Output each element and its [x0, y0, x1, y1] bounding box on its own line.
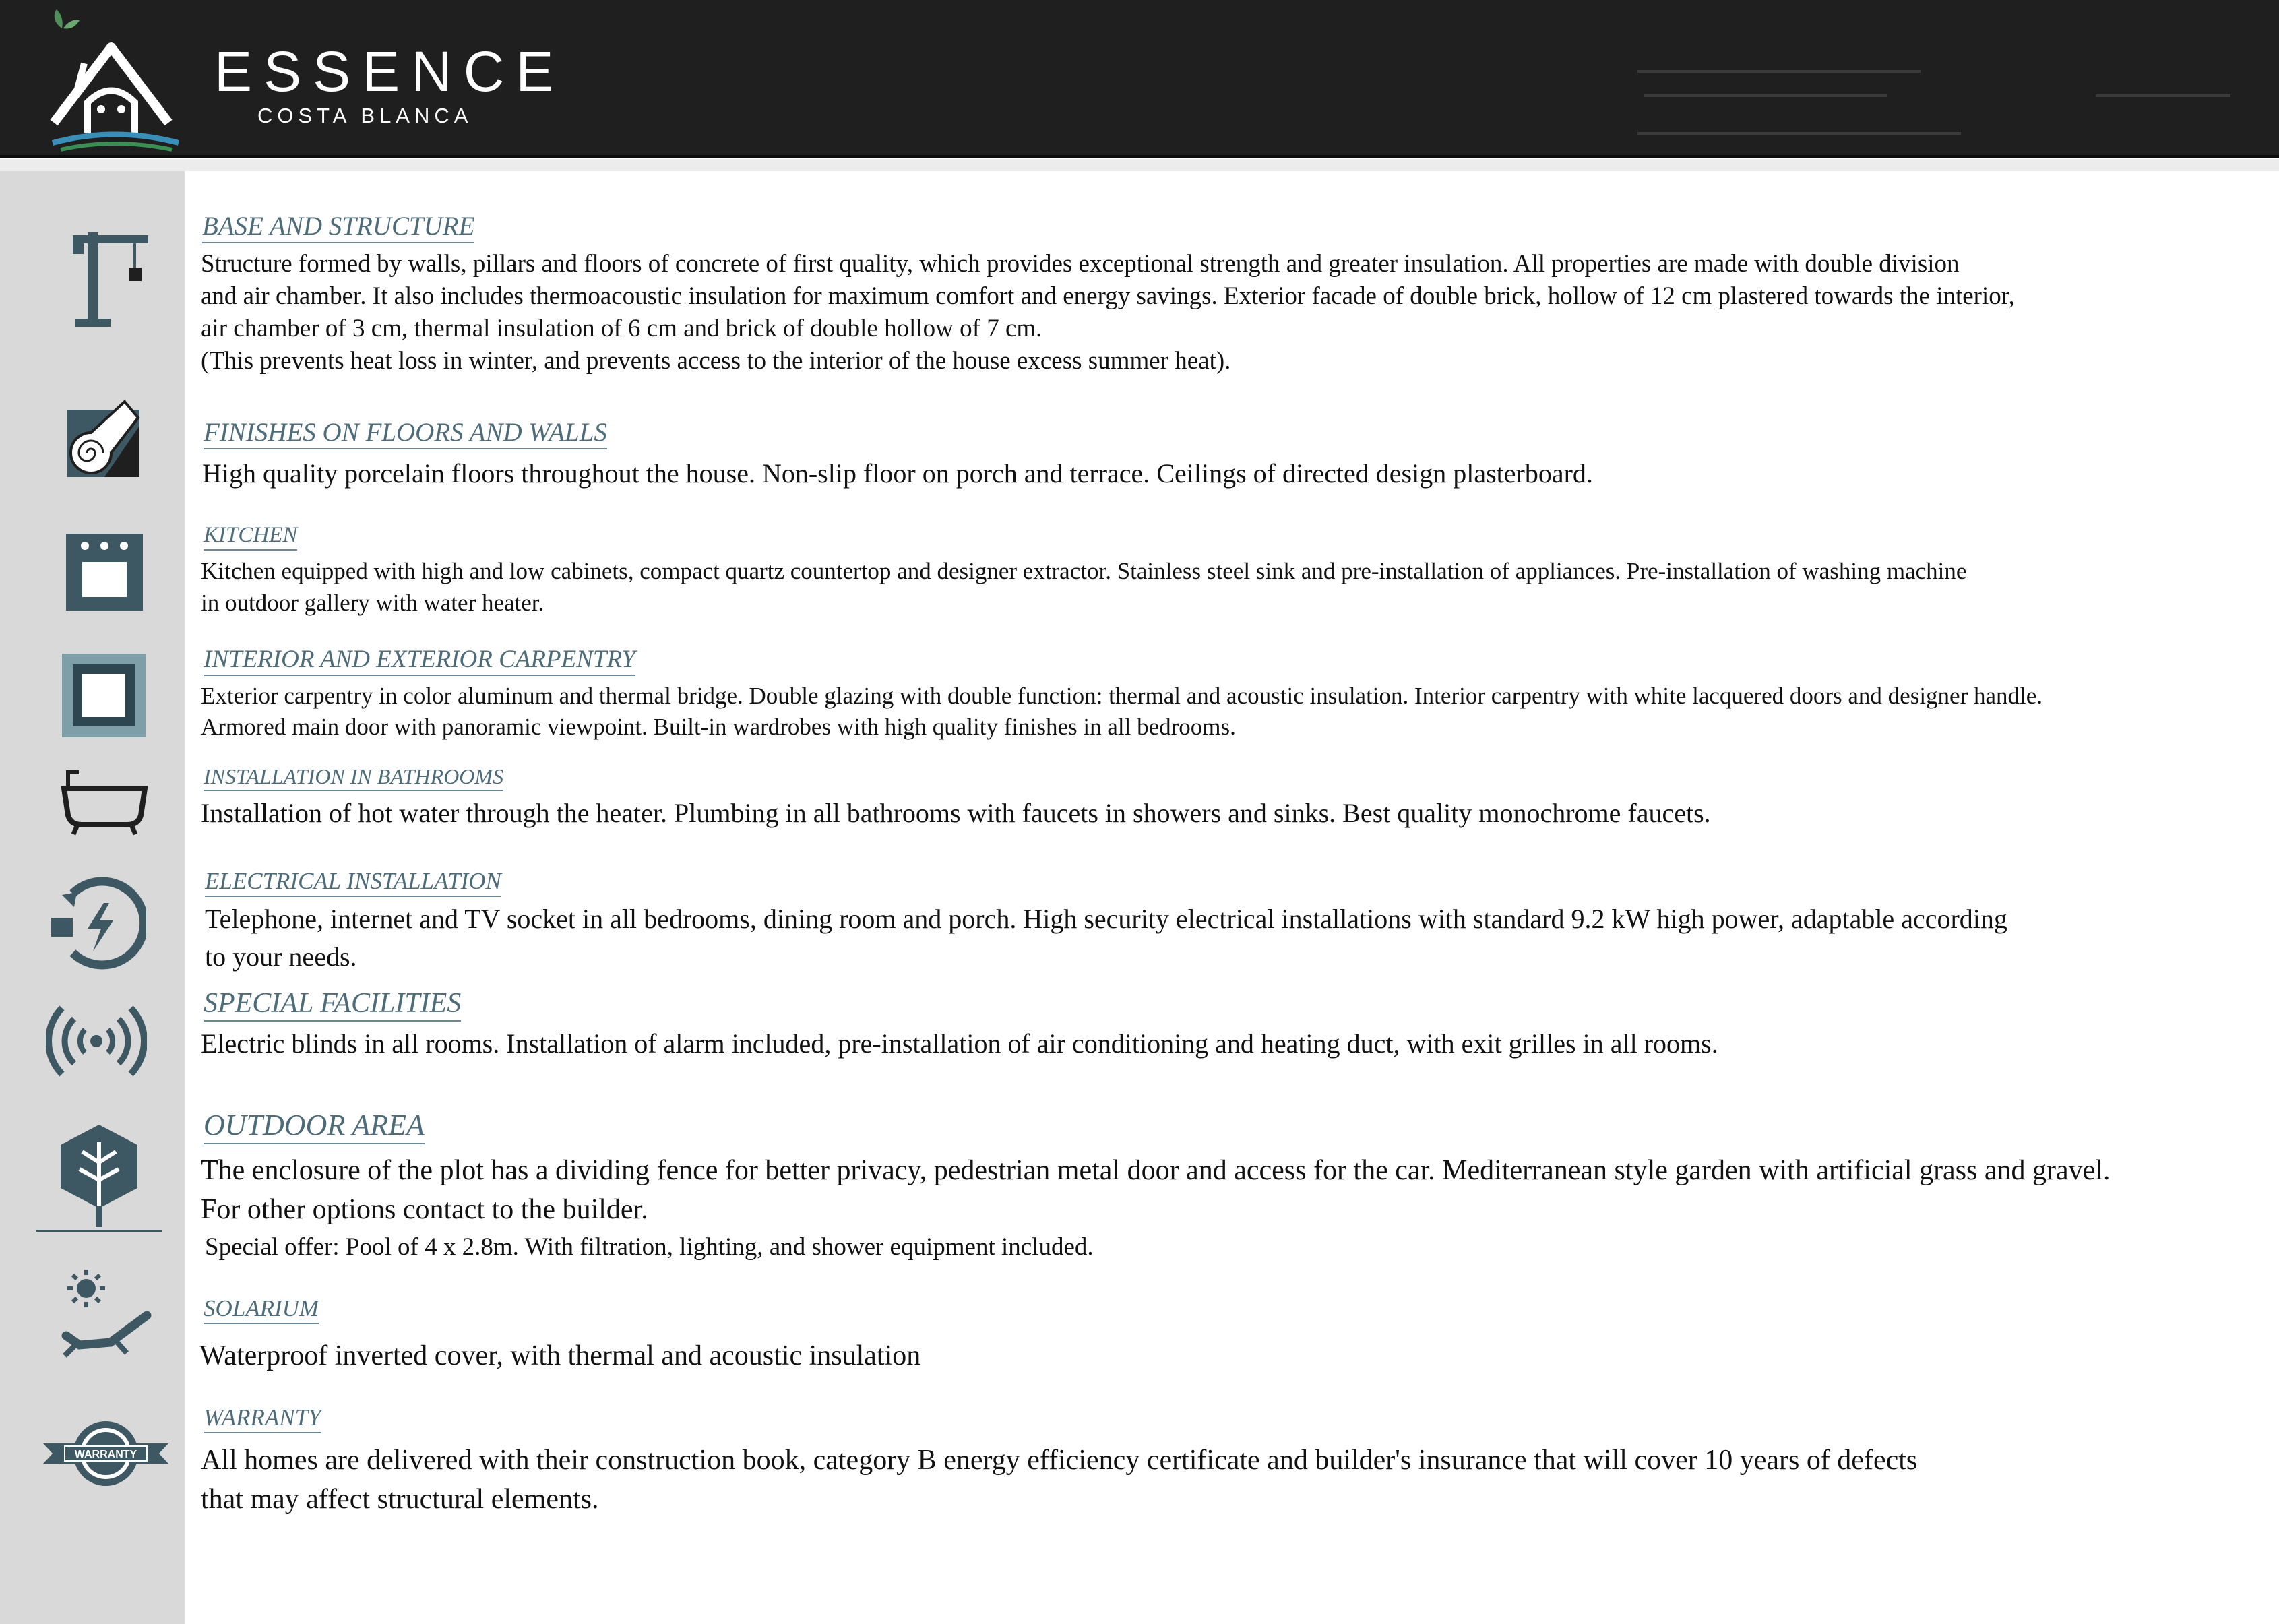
window-frame-icon: [61, 652, 147, 739]
section-line: Telephone, internet and TV socket in all bedrooms, dining room and porch. High security electrical installations with standard 9.2 kW high power, adaptable according: [205, 904, 2007, 934]
section-line: Electric blinds in all rooms. Installation of alarm included, pre-installation of air conditioning and heating duct, with exit grilles in all rooms.: [201, 1028, 1718, 1059]
wireless-signal-icon: [46, 1004, 147, 1078]
floor-roll-icon: [64, 399, 145, 480]
crane-icon: [67, 226, 155, 330]
sun-lounger-icon: [59, 1268, 154, 1363]
section-title-carpentry: INTERIOR AND EXTERIOR CARPENTRY: [204, 647, 635, 676]
oven-icon: [65, 532, 144, 612]
section-line: air chamber of 3 cm, thermal insulation of 6 cm and brick of double hollow of 7 cm.: [201, 315, 1042, 342]
section-line: that may affect structural elements.: [201, 1484, 599, 1515]
header-divider: [2096, 94, 2230, 97]
section-line: Waterproof inverted cover, with thermal and acoustic insulation: [199, 1340, 921, 1371]
section-line: Installation of hot water through the heater. Plumbing in all bathrooms with faucets in showers and sinks. Best quality monochrome faucets.: [201, 798, 1711, 828]
section-title-kitchen: KITCHEN: [204, 524, 297, 551]
section-title-base-structure: BASE AND STRUCTURE: [202, 213, 474, 243]
warranty-badge-icon: [42, 1416, 170, 1491]
section-line: For other options contact to the builder.: [201, 1194, 648, 1225]
section-text-carpentry: [201, 681, 2042, 743]
section-title-special-facilities: SPECIAL FACILITIES: [204, 989, 461, 1022]
brand-name: ESSENCE: [214, 40, 565, 103]
bathtub-icon: [57, 768, 152, 836]
section-line: to your needs.: [205, 941, 357, 972]
section-text-warranty: [201, 1441, 1917, 1519]
section-line: Structure formed by walls, pillars and floors of concrete of first quality, which provides exceptional strength and greater insulation. All properties are made with double division: [201, 250, 1960, 278]
section-text-finishes: [202, 457, 1593, 491]
section-title-warranty: WARRANTY: [204, 1406, 321, 1433]
tree-icon: [35, 1122, 163, 1233]
section-title-finishes: FINISHES ON FLOORS AND WALLS: [204, 419, 607, 449]
section-title-bathrooms: INSTALLATION IN BATHROOMS: [204, 766, 503, 791]
section-text-outdoor-area: [201, 1151, 2110, 1229]
page-header: [0, 0, 2279, 158]
section-text-special-facilities: [201, 1027, 1718, 1061]
header-rule: [0, 159, 2279, 171]
section-line: in outdoor gallery with water heater.: [201, 590, 544, 616]
section-line: Exterior carpentry in color aluminum and thermal bridge. Double glazing with double function: thermal and acoustic insulation. Interior carpentry with white lacquered doors and designer handle.: [201, 683, 2043, 709]
section-line: and air chamber. It also includes thermoacoustic insulation for maximum comfort and energy savings. Exterior facade of double brick, hollow of 12 cm plastered towards the interior,: [201, 282, 2015, 310]
special-offer-text: [205, 1232, 1094, 1263]
header-divider: [1644, 94, 1887, 97]
section-line: (This prevents heat loss in winter, and prevents access to the interior of the house excess summer heat).: [201, 347, 1231, 375]
section-title-solarium: SOLARIUM: [204, 1297, 319, 1324]
section-line: The enclosure of the plot has a dividing fence for better privacy, pedestrian metal door and access for the car. Mediterranean style garden with artificial grass and gravel.: [201, 1155, 2111, 1186]
section-line: Kitchen equipped with high and low cabinets, compact quartz countertop and designer extractor. Stainless steel sink and pre-installation of appliances. Pre-installation of washing machine: [201, 558, 1967, 584]
section-text-base-structure: [201, 248, 2015, 377]
warranty-badge-text: WARRANTY: [74, 1449, 137, 1460]
section-title-electrical: ELECTRICAL INSTALLATION: [205, 869, 501, 897]
special-offer-line: Special offer: Pool of 4 x 2.8m. With filtration, lighting, and shower equipment included.: [205, 1233, 1094, 1261]
section-text-electrical: [205, 900, 2007, 976]
section-line: All homes are delivered with their construction book, category B energy efficiency certificate and builder's insurance that will cover 10 years of defects: [201, 1445, 1918, 1476]
header-divider: [1637, 70, 1921, 73]
section-line: Armored main door with panoramic viewpoint. Built-in wardrobes with high quality finishes in all bedrooms.: [201, 714, 1236, 740]
brand-subtitle: COSTA BLANCA: [257, 104, 473, 127]
section-text-bathrooms: [201, 797, 1711, 830]
header-divider: [1637, 132, 1961, 135]
electric-plug-icon: [49, 876, 146, 970]
house-leaf-logo-icon: [47, 8, 182, 156]
section-text-kitchen: [201, 555, 1966, 619]
section-title-outdoor-area: OUTDOOR AREA: [204, 1111, 425, 1144]
section-text-solarium: [199, 1338, 920, 1373]
section-line: High quality porcelain floors throughout the house. Non-slip floor on porch and terrace. Ceilings of directed design plasterboard.: [202, 458, 1593, 489]
